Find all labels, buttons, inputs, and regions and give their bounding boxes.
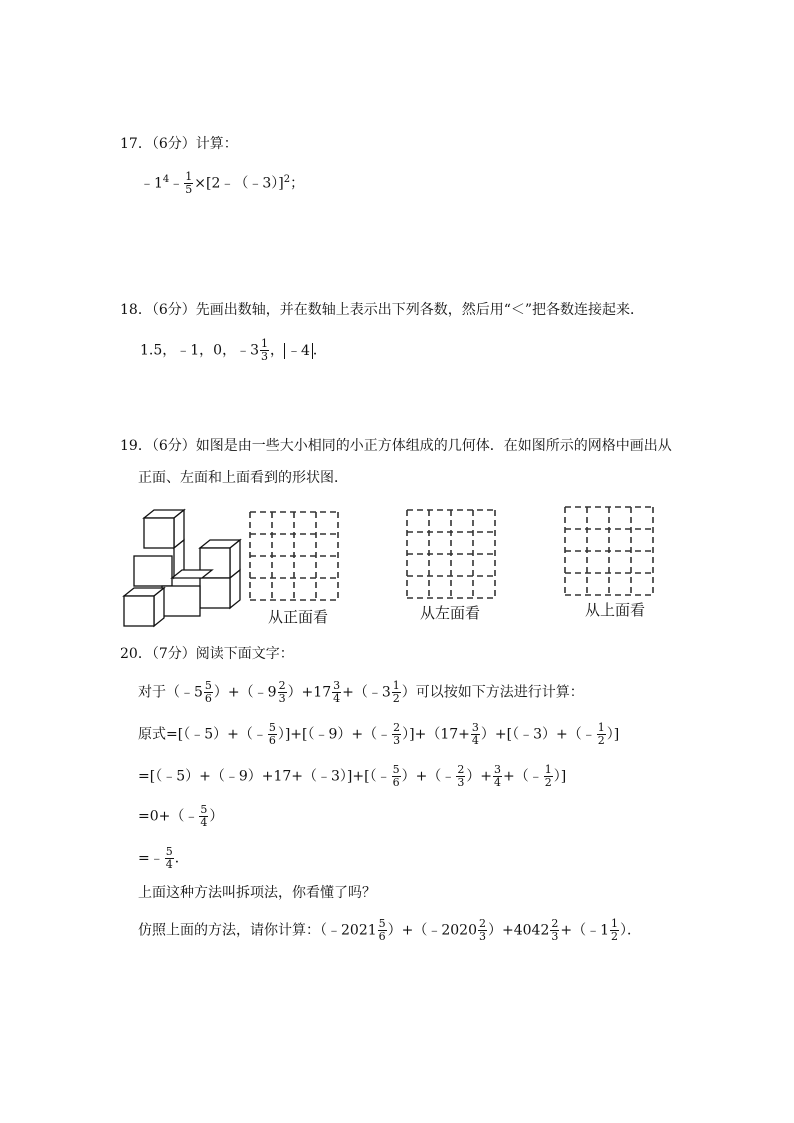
q20-step2: =[（﹣5）+（﹣9）+17+（﹣3）]+[（﹣ $\frac{5}{6}$ ）+（﹣ $\frac{2}{3}$ ）+ $\frac{3}{4}$ +（﹣ $\frac{1}{2}$ ）]: [138, 763, 567, 789]
q20-step3: =0+（﹣ $\frac{5}{4}$ ）: [138, 803, 224, 829]
q20-task: 仿照上面的方法，请你计算：（﹣2021 $\frac{5}{6}$ ）+（﹣2020 $\frac{2}{3}$ ）+4042 $\frac{2}{3}$ +（﹣1 $\frac{1}{2}$ ）．: [138, 917, 641, 943]
q20-step4: =﹣ $\frac{5}{4}$ ．: [138, 845, 189, 871]
front-view-label: 从正面看: [268, 608, 329, 626]
fraction: $\frac{1}{3}$: [261, 337, 268, 363]
q18-header: 18．（6分）先画出数轴，并在数轴上表示出下列各数，然后用“＜”把各数连接起来．: [120, 302, 645, 318]
left-view-grid: [405, 508, 497, 600]
q17-header: 17．（6分）计算：: [120, 136, 238, 152]
cube-figure: [120, 508, 245, 630]
absolute-value: ﹣4: [284, 343, 313, 359]
fraction: $\frac{1}{5}$: [185, 170, 193, 197]
left-view-label: 从左面看: [420, 604, 481, 622]
q20-step1: 原式=[（﹣5）+（﹣ $\frac{5}{6}$ ）]+[（﹣9）+（﹣ $\frac{2}{3}$ ）]+（17+ $\frac{3}{4}$ ）+[（﹣3）+（﹣ $\frac{1}{2}$ ）]: [138, 721, 620, 747]
top-view-grid: [563, 505, 655, 597]
q19-header-line1: 19．（6分）如图是由一些大小相同的小正方体组成的几何体．在如图所示的网格中画出从: [120, 438, 672, 454]
q20-note: 上面这种方法叫拆项法，你看懂了吗？: [138, 885, 376, 901]
q20-intro: 对于（﹣5 $\frac{5}{6}$ ）+（﹣9 $\frac{2}{3}$ ）+17 $\frac{3}{4}$ +（﹣3 $\frac{1}{2}$ ）可以按如下方法进行计算：: [138, 679, 584, 705]
q17-expression: $﹣1^4﹣$ $\frac{1}{5}$ ×[2﹣（﹣3）]$^2$；: [140, 170, 305, 197]
q20-header: 20．（7分）阅读下面文字：: [120, 646, 294, 662]
q18-numbers: 1.5，﹣1，0，﹣3 $\frac{1}{3}$ ， ﹣4 ．: [140, 337, 327, 363]
front-view-grid: [248, 510, 340, 602]
top-view-label: 从上面看: [585, 601, 646, 619]
q19-header-line2: 正面、左面和上面看到的形状图．: [138, 470, 348, 486]
